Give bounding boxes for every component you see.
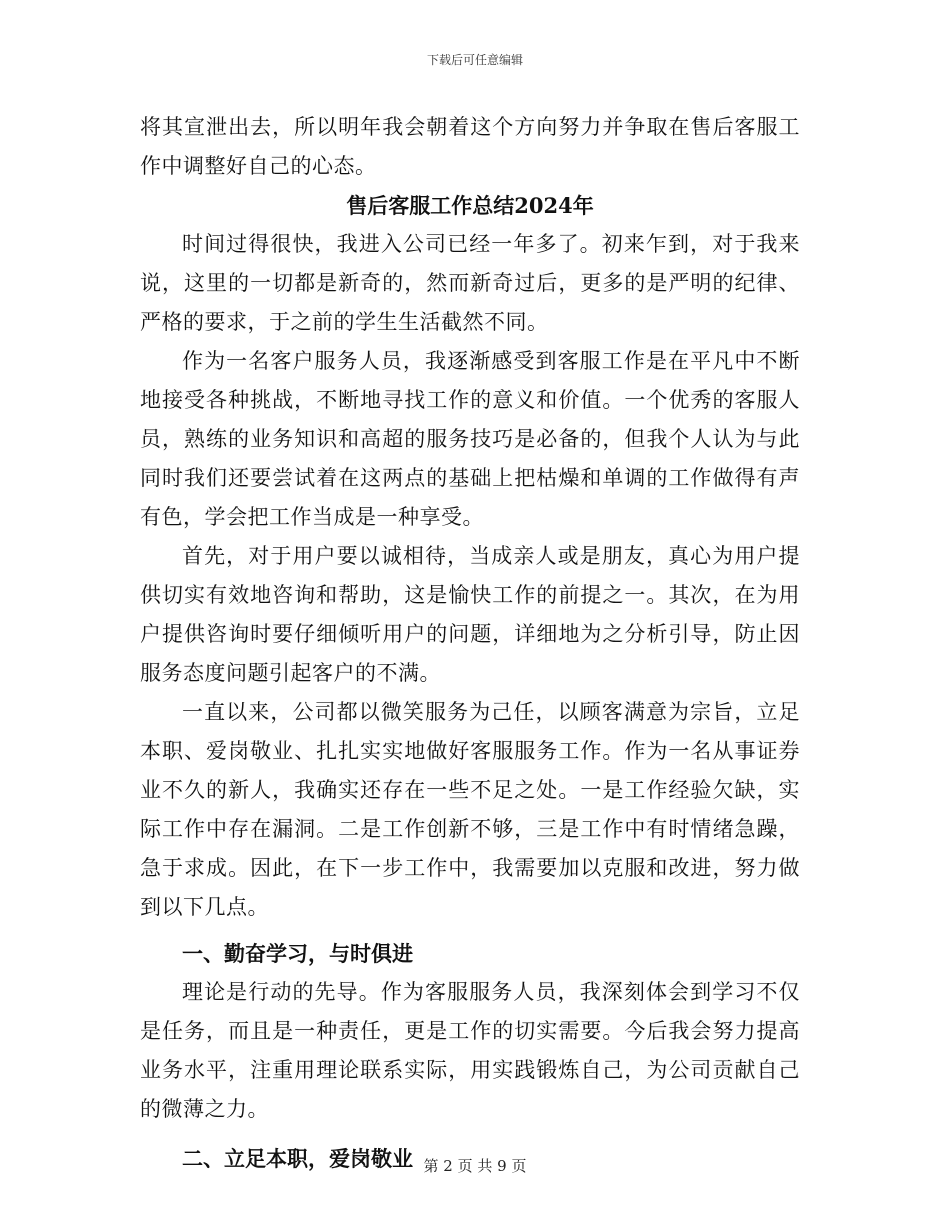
body-paragraph: 一直以来，公司都以微笑服务为己任，以顾客满意为宗旨，立足本职、爱岗敬业、扎扎实实地做好客服服务工作。作为一名从事证券业不久的新人，我确实还存在一些不足之处。一是工作经验欠缺，实际工作中存在漏洞。二是工作创新不够，三是工作中有时情绪急躁，急于求成。因此，在下一步工作中，我需要加以克服和改进，努力做到以下几点。 — [140, 700, 800, 919]
section-heading: 一、勤奋学习，与时俱进 — [182, 941, 413, 966]
document-title: 售后客服工作总结2024年 — [346, 193, 594, 218]
section-heading: 二、立足本职，爱岗敬业 — [182, 1146, 413, 1171]
page-header-note: 下载后可任意编辑 — [426, 53, 523, 67]
document-body — [140, 108, 800, 1178]
body-paragraph: 时间过得很快，我进入公司已经一年多了。初来乍到，对于我来说，这里的一切都是新奇的，然而新奇过后，更多的是严明的纪律、严格的要求，于之前的学生生活截然不同。 — [140, 232, 800, 334]
continuation-paragraph: 将其宣泄出去，所以明年我会朝着这个方向努力并争取在售后客服工作中调整好自己的心态。 — [140, 115, 800, 178]
body-paragraph: 首先，对于用户要以诚相待，当成亲人或是朋友，真心为用户提供切实有效地咨询和帮助，这是愉快工作的前提之一。其次，在为用户提供咨询时要仔细倾听用户的问题，详细地为之分析引导，防止因服务态度问题引起客户的不满。 — [140, 544, 800, 685]
section-paragraph: 理论是行动的先导。作为客服服务人员，我深刻体会到学习不仅是任务，而且是一种责任，更是工作的切实需要。今后我会努力提高业务水平，注重用理论联系实际，用实践锻炼自己，为公司贡献自己的微薄之力。 — [140, 980, 800, 1121]
page-number: 第 2 页 共 9 页 — [423, 1157, 527, 1175]
body-paragraph: 作为一名客户服务人员，我逐渐感受到客服工作是在平凡中不断地接受各种挑战，不断地寻找工作的意义和价值。一个优秀的客服人员，熟练的业务知识和高超的服务技巧是必备的，但我个人认为与此同时我们还要尝试着在这两点的基础上把枯燥和单调的工作做得有声有色，学会把工作当成是一种享受。 — [140, 349, 800, 529]
